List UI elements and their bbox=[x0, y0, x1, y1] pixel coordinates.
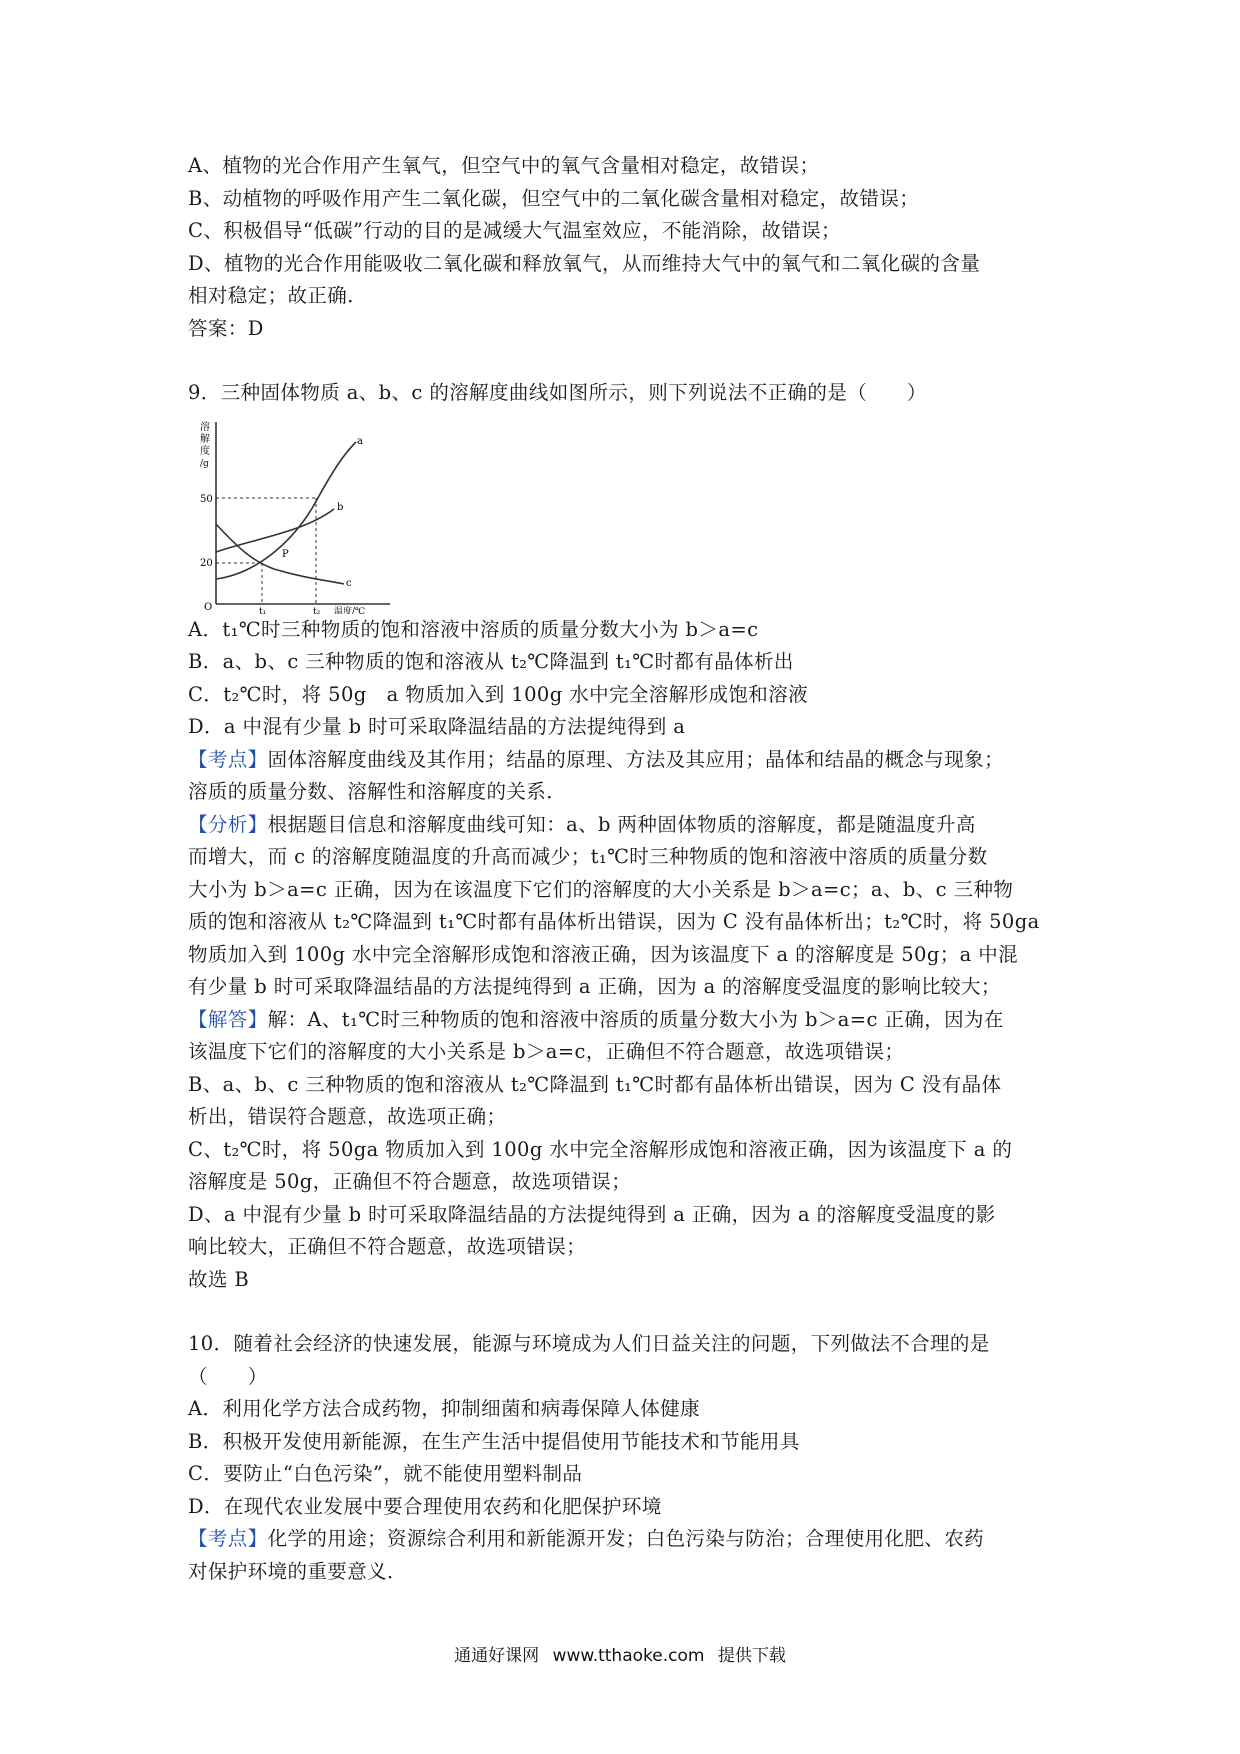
curve-label-c: c bbox=[346, 577, 352, 589]
q10-kaodian-line2: 对保护环境的重要意义． bbox=[188, 1559, 407, 1583]
q9-option-b: B．a、b、c 三种物质的饱和溶液从 t₂℃降温到 t₁℃时都有晶体析出 bbox=[188, 650, 794, 673]
x-tick-t2: t₂ bbox=[313, 606, 321, 614]
q9-option-c: C．t₂℃时，将 50g a 物质加入到 100g 水中完全溶解形成饱和溶液 bbox=[188, 682, 809, 706]
q8-explanation-a: A、植物的光合作用产生氧气，但空气中的氧气含量相对稳定，故错误； bbox=[188, 154, 820, 177]
q9-choice: 故选 B bbox=[188, 1267, 250, 1291]
q10-kaodian-line1 bbox=[188, 1523, 1068, 1556]
jieda-tag: 【解答】 bbox=[188, 1007, 268, 1031]
x-tick-t1: t₁ bbox=[259, 606, 267, 614]
q9-jieda-line7: D、a 中混有少量 b 时可采取降温结晶的方法提纯得到 a 正确，因为 a 的溶解度受温度的影 bbox=[188, 1202, 996, 1226]
ylabel-char-2: 解 bbox=[200, 433, 210, 445]
footer-url-link[interactable]: www.tthaoke.com bbox=[552, 1646, 705, 1666]
q10-kaodian-tag: 【考点】 bbox=[188, 1527, 268, 1550]
solubility-curve-svg bbox=[194, 414, 394, 614]
q8-explanation-b: B、动植物的呼吸作用产生二氧化碳，但空气中的二氧化碳含量相对稳定，故错误； bbox=[188, 186, 920, 210]
ylabel-char-3: 度 bbox=[200, 445, 210, 457]
ylabel-char-1: 溶 bbox=[200, 421, 210, 433]
footer-note: 提供下载 bbox=[717, 1646, 786, 1666]
q9-jieda-line5: C、t₂℃时，将 50ga 物质加入到 100g 水中完全溶解形成饱和溶液正确，因为该温度下 a 的 bbox=[188, 1137, 1013, 1161]
y-tick-20: 20 bbox=[200, 557, 213, 569]
q9-fenxi-line1 bbox=[188, 809, 1068, 842]
q9-option-d: D．a 中混有少量 b 时可采取降温结晶的方法提纯得到 a bbox=[188, 715, 686, 738]
y-tick-50: 50 bbox=[200, 493, 213, 505]
q9-jieda-line6: 溶解度是 50g，正确但不符合题意，故选项错误； bbox=[188, 1170, 632, 1193]
curve-label-b: b bbox=[337, 501, 344, 513]
q9-jieda-line3: B、a、b、c 三种物质的饱和溶液从 t₂℃降温到 t₁℃时都有晶体析出错误，因为 C 没有晶体 bbox=[188, 1072, 1002, 1096]
q10-stem-line1: 10．随着社会经济的快速发展，能源与环境成为人们日益关注的问题，下列做法不合理的是 bbox=[188, 1332, 990, 1355]
q9-kaodian-text1: 固体溶解度曲线及其作用；结晶的原理、方法及其应用；晶体和结晶的概念与现象； bbox=[267, 747, 1004, 771]
q9-kaodian-line2: 溶质的质量分数、溶解性和溶解度的关系． bbox=[188, 780, 567, 803]
intersection-label-p: P bbox=[282, 548, 289, 560]
solubility-curve-figure bbox=[194, 414, 394, 614]
q9-option-a: A．t₁℃时三种物质的饱和溶液中溶质的质量分数大小为 b＞a=c bbox=[188, 617, 759, 641]
ylabel-char-4: /g bbox=[200, 458, 209, 469]
q8-answer: 答案：D bbox=[188, 316, 264, 340]
footer-site-name: 通通好课网 bbox=[454, 1646, 540, 1666]
content bbox=[188, 150, 1068, 1588]
q9-jieda-line1 bbox=[188, 1004, 1068, 1037]
q9-jieda-text1: 解：A、t₁℃时三种物质的饱和溶液中溶质的质量分数大小为 b＞a=c 正确，因为在 bbox=[267, 1007, 1004, 1031]
q9-jieda-line8: 响比较大，正确但不符合题意，故选项错误； bbox=[188, 1235, 587, 1258]
q8-explanation-d-line1: D、植物的光合作用能吸收二氧化碳和释放氧气，从而维持大气中的氧气和二氧化碳的含量 bbox=[188, 251, 981, 275]
q9-fenxi-line3: 大小为 b＞a=c 正确，因为在该温度下它们的溶解度的大小关系是 b＞a=c；a、b、c 三种物 bbox=[188, 877, 1014, 901]
q10-stem-line2: （ ） bbox=[188, 1364, 268, 1388]
q8-explanation-c: C、积极倡导“低碳”行动的目的是减缓大气温室效应，不能消除，故错误； bbox=[188, 219, 841, 242]
x-axis-label: 温度/℃ bbox=[334, 606, 366, 614]
kaodian-tag: 【考点】 bbox=[188, 747, 268, 771]
q10-option-b: B．积极开发使用新能源，在生产生活中提倡使用节能技术和节能用具 bbox=[188, 1429, 800, 1453]
q10-kaodian-text1: 化学的用途；资源综合利用和新能源开发；白色污染与防治；合理使用化肥、农药 bbox=[267, 1527, 985, 1550]
origin-label: O bbox=[204, 601, 213, 613]
q9-fenxi-text1: 根据题目信息和溶解度曲线可知：a、b 两种固体物质的溶解度，都是随温度升高 bbox=[267, 812, 976, 836]
q10-option-a: A．利用化学方法合成药物，抑制细菌和病毒保障人体健康 bbox=[188, 1397, 700, 1420]
q9-jieda-line2: 该温度下它们的溶解度的大小关系是 b＞a=c，正确但不符合题意，故选项错误； bbox=[188, 1040, 905, 1063]
q9-fenxi-line6: 有少量 b 时可采取降温结晶的方法提纯得到 a 正确，因为 a 的溶解度受温度的影响比较大； bbox=[188, 975, 1001, 998]
q9-kaodian-line1 bbox=[188, 744, 1068, 777]
q9-jieda-line4: 析出，错误符合题意，故选项正确； bbox=[188, 1105, 507, 1128]
q9-stem: 9．三种固体物质 a、b、c 的溶解度曲线如图所示，则下列说法不正确的是（ ） bbox=[188, 381, 927, 404]
q8-explanation-d-line2: 相对稳定；故正确． bbox=[188, 284, 368, 307]
q9-fenxi-line5: 物质加入到 100g 水中完全溶解形成饱和溶液正确，因为该温度下 a 的溶解度是 50g；a 中混 bbox=[188, 942, 1019, 966]
fenxi-tag: 【分析】 bbox=[188, 812, 268, 836]
curve-label-a: a bbox=[357, 435, 363, 447]
q10-option-d: D．在现代农业发展中要合理使用农药和化肥保护环境 bbox=[188, 1494, 662, 1518]
q9-fenxi-line2: 而增大，而 c 的溶解度随温度的升高而减少；t₁℃时三种物质的饱和溶液中溶质的质量分数 bbox=[188, 845, 988, 868]
q9-fenxi-line4: 质的饱和溶液从 t₂℃降温到 t₁℃时都有晶体析出错误，因为 C 没有晶体析出；t₂℃时，将 50ga bbox=[188, 910, 1040, 933]
page-footer bbox=[0, 1641, 1240, 1666]
q10-option-c: C．要防止“白色污染”，就不能使用塑料制品 bbox=[188, 1462, 583, 1485]
